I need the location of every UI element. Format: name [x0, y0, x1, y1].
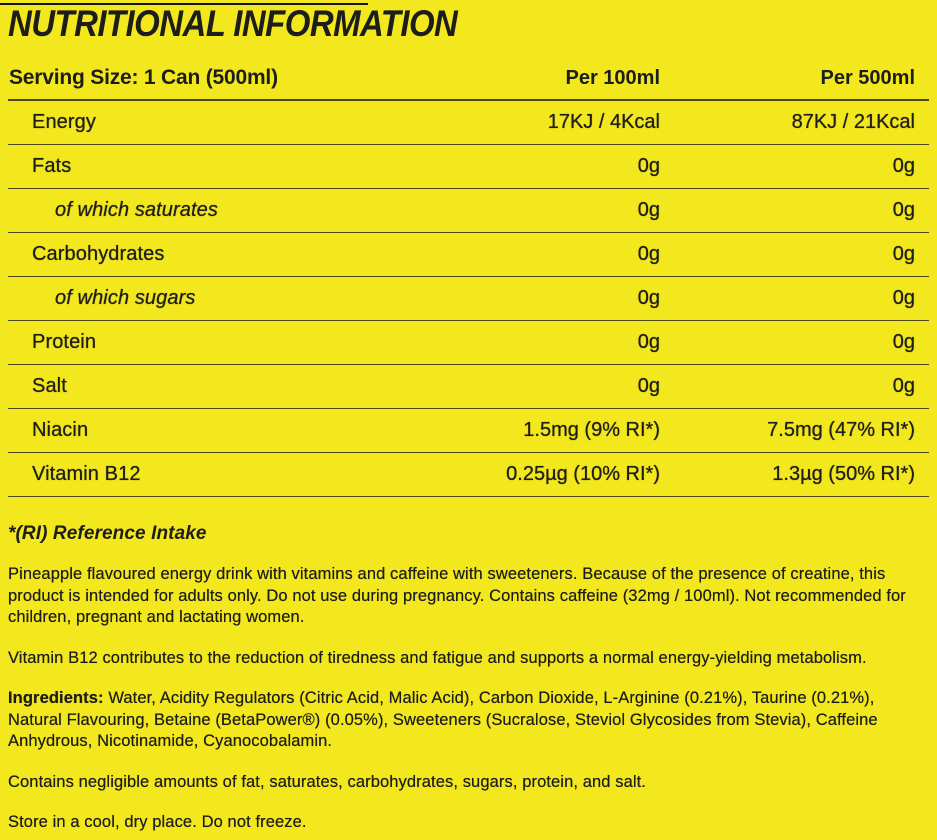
column-header-per-100ml: Per 100ml	[565, 67, 660, 89]
table-row	[8, 321, 929, 365]
row-value-per-500ml: 0g	[892, 375, 915, 397]
row-label: Salt	[32, 375, 67, 397]
ingredients-text: Water, Acidity Regulators (Citric Acid, Malic Acid), Carbon Dioxide, L-Arginine (0.21%), Taurine (0.21%), Natural Flavouring, Betaine (BetaPower®) (0.05%), Sweeteners (Sucralose, Steviol Glycosides from Stevia), Caffeine Anhydrous, Nicotinamide, Cyanocobalamin.	[8, 689, 878, 750]
row-value-per-500ml: 1.3µg (50% RI*)	[772, 463, 915, 485]
row-label: Fats	[32, 155, 72, 177]
reference-intake-note: *(RI) Reference Intake	[8, 523, 207, 544]
row-value-per-500ml: 0g	[892, 155, 915, 177]
row-label: Carbohydrates	[32, 243, 165, 265]
row-value-per-500ml: 0g	[892, 331, 915, 353]
row-value-per-500ml: 0g	[892, 243, 915, 265]
table-row	[8, 409, 929, 453]
row-value-per-100ml: 17KJ / 4Kcal	[547, 111, 660, 133]
row-value-per-100ml: 1.5mg (9% RI*)	[523, 419, 660, 441]
row-value-per-100ml: 0g	[637, 155, 660, 177]
negligible-amounts-note: Contains negligible amounts of fat, saturates, carbohydrates, sugars, protein, and salt.	[8, 772, 646, 791]
page-title: NUTRITIONAL INFORMATION	[8, 3, 458, 44]
row-label: Protein	[32, 331, 97, 353]
row-value-per-100ml: 0g	[637, 243, 660, 265]
row-label: Niacin	[32, 419, 89, 441]
row-value-per-500ml: 87KJ / 21Kcal	[791, 111, 915, 133]
row-value-per-100ml: 0g	[637, 287, 660, 309]
storage-note: Store in a cool, dry place. Do not freeze.	[8, 813, 307, 831]
description-paragraph: Pineapple flavoured energy drink with vitamins and caffeine with sweeteners. Because of the presence of creatine, this product is intended for adults only. Do not use during pregnancy. Contains caffeine (32mg / 100ml). Not recommended for children, pregnant and lactating women.	[8, 565, 906, 626]
ingredients-label: Ingredients:	[8, 689, 104, 707]
table-row	[8, 277, 929, 321]
table-row	[8, 101, 929, 145]
serving-size-label: Serving Size: 1 Can (500ml)	[9, 66, 278, 89]
table-header-row	[8, 44, 929, 101]
row-label: of which saturates	[55, 199, 218, 221]
row-value-per-100ml: 0.25µg (10% RI*)	[506, 463, 660, 485]
row-label: of which sugars	[55, 287, 196, 309]
nutrition-table	[8, 44, 929, 497]
row-label: Energy	[32, 111, 96, 133]
nutrition-label	[0, 3, 937, 840]
ingredients-paragraph	[8, 688, 929, 753]
row-label: Vitamin B12	[32, 463, 141, 485]
table-row	[8, 233, 929, 277]
row-value-per-500ml: 0g	[892, 199, 915, 221]
table-row	[8, 189, 929, 233]
row-value-per-100ml: 0g	[637, 375, 660, 397]
column-header-per-500ml: Per 500ml	[820, 67, 915, 89]
row-value-per-100ml: 0g	[637, 331, 660, 353]
table-row	[8, 365, 929, 409]
table-row	[8, 145, 929, 189]
row-value-per-100ml: 0g	[637, 199, 660, 221]
row-value-per-500ml: 0g	[892, 287, 915, 309]
row-value-per-500ml: 7.5mg (47% RI*)	[767, 419, 915, 441]
table-body	[8, 101, 929, 497]
table-row	[8, 453, 929, 497]
vitamin-b12-paragraph: Vitamin B12 contributes to the reduction of tiredness and fatigue and supports a normal energy-yielding metabolism.	[8, 648, 867, 667]
